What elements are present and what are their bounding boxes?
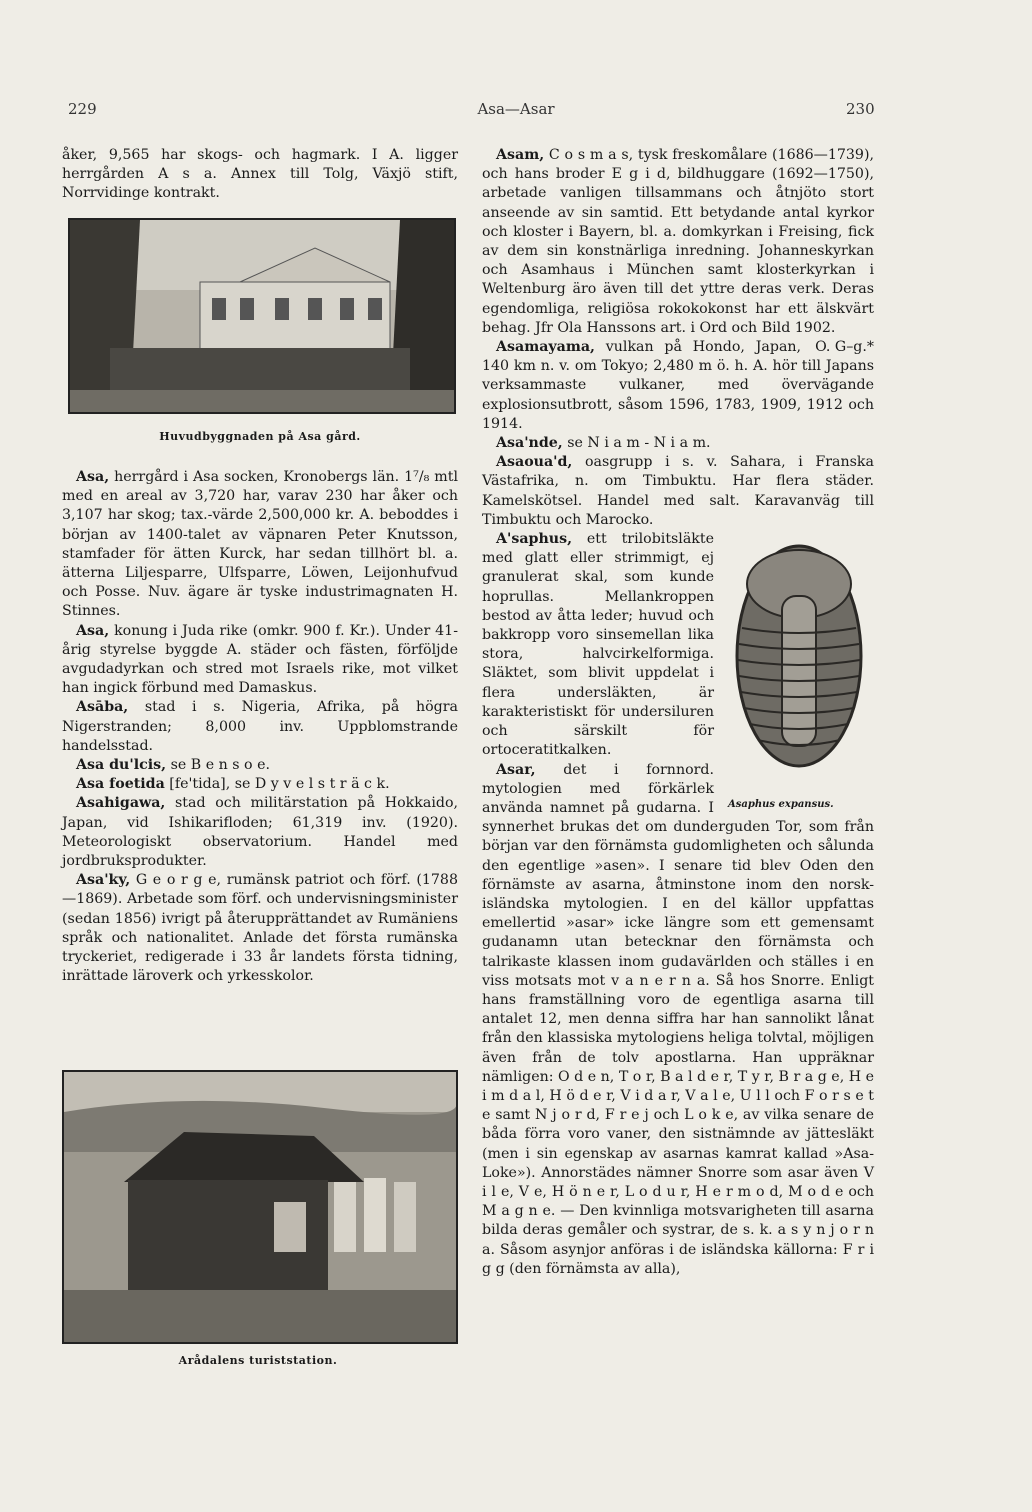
entry-asande [482, 434, 874, 453]
entry-text: vulkan på Hondo, Japan, 140 km n. v. om Tokyo; 2,480 m ö. h. A. hör till Japans verksammaste vulkaner, med övervägande explosionsutbrott, såsom 1596, 1783, 1909, 1912 och 1914. [482, 339, 874, 432]
author-signature: O. G–g.* [815, 339, 874, 356]
entry-text: ett trilobitsläkte med glatt eller strimmigt, ej granulerat skal, som kunde hoprullas. Mellankroppen bestod av åtta leder; huvud och bakkropp voro sinsemellan lika stora, halvcirkelformiga. Släktet, som blivit uppdelat i flera undersläkten, är karakteristiskt för undersiluren och särskilt för ortoceratitkalken. [482, 531, 714, 759]
entry-head: Asamayama, [496, 339, 595, 356]
entry-text: G e o r g e, rumänsk patriot och förf. (1788—1869). Arbetade som förf. och undervisningsminister (sedan 1856) ivrigt på återupprättandet av Rumäniens språk och nationalitet. Anlade det första rumänska tryckeriet, redigerade i 33 år landets första tidning, inrättade läroverk och yrkesskolor. [62, 872, 458, 985]
tourist-station-caption: Arådalens turiststation. [178, 1354, 338, 1367]
running-title: Asa—Asar [477, 100, 555, 118]
entry-text: se B e n s o e. [166, 757, 270, 774]
entry-text: konung i Juda rike (omkr. 900 f. Kr.). Under 41-årig styrelse byggde A. städer och fästen, förföljde avgudadyrkan och stred mot Israels rike, mot vilket han ingick förbund med Damaskus. [62, 622, 458, 697]
entry-text: stad i s. Nigeria, Afrika, på högra Nigerstranden; 8,000 inv. Uppblomstrande handelsstad. [62, 699, 458, 754]
entry-asa-foetida [62, 775, 458, 794]
entry-head: Asāba, [76, 699, 129, 716]
entry-head: Asar, [496, 761, 536, 778]
intro-text: åker, 9,565 har skogs- och hagmark. I A. ligger herrgården A s a. Annex till Tolg, Växjö stift, Norrvidinge kontrakt. [62, 147, 458, 202]
trilobite-image [724, 536, 874, 776]
entry-asaouad [482, 453, 874, 530]
entry-head: Asa'ky, [76, 872, 131, 889]
entry-text: [fe'tida], se D y v e l s t r ä c k. [164, 776, 390, 793]
entry-asa-dulcis [62, 756, 458, 775]
left-page-number: 229 [68, 100, 97, 118]
entry-text: oasgrupp i s. v. Sahara, i Franska Västafrika, n. om Timbuktu. Har flera städer. Kamelskötsel. Handel med salt. Karavanväg till Timbuktu och Marocko. [482, 454, 874, 528]
entry-text: C o s m a s, tysk freskomålare (1686—1739), och hans broder E g i d, bildhuggare (1692—1750), arbetade vanligen tillsammans och åtnjöto stort anseende av sin samtid. Ett betydande antal kyrkor och kloster i Bayern, bl. a. domkyrkan i Freising, fick av dem sin konstnärliga inredning. Johanneskyrkan och Asamhaus i München samt klosterkyrkan i Weltenburg äro även till det yttre deras verk. Deras egendomliga, religiösa rokokokonst har ett älskvärt behag. Jfr Ola Hanssons art. i Ord och Bild 1902. [482, 147, 874, 336]
entry-head: Asa foetida [76, 776, 165, 793]
entry-head: Asa du'lcis, [76, 757, 167, 774]
entry-text: herrgård i Asa socken, Kronobergs län. 1⁷/₈ mtl med en areal av 3,720 har, varav 230 har åker och 3,107 har skog; tax.-värde 2,500,000 kr. A. beboddes i början av 1400-talet av väpnaren Peter Knutsson, stamfader för ätten Kurck, har sedan tillhört bl. a. ätterna Liljesparre, Ulfsparre, Löwen, Leijonhufvud och Posse. Nuv. ägare är tyske industrimagnaten H. Stinnes. [62, 469, 458, 620]
left-column-intro [62, 146, 458, 204]
entry-head: Asaoua'd, [496, 454, 573, 471]
entry-head: Asa'nde, [496, 435, 563, 452]
manor-caption: Huvudbyggnaden på Asa gård. [159, 430, 361, 443]
entry-asa-konung [62, 622, 458, 699]
right-page-number: 230 [846, 100, 875, 118]
entry-head: Asa, [76, 622, 110, 639]
trilobite-caption: Asaphus expansus. [728, 798, 834, 810]
manor-image [70, 220, 454, 412]
entry-head: Asahigawa, [76, 795, 166, 812]
tourist-station-image [64, 1072, 456, 1342]
left-column-entries [62, 468, 458, 986]
entry-asar [482, 761, 874, 1279]
trilobite-figure [724, 536, 874, 810]
entry-text: se N i a m - N i a m. [562, 435, 711, 452]
entry-head: Asam, [496, 147, 545, 163]
entry-asaky [62, 871, 458, 986]
entry-asaba [62, 698, 458, 756]
entry-text: stad och militärstation på Hokkaido, Japan, vid Ishikarifloden; 61,319 inv. (1920). Meteorologiskt observatorium. Handel med jordbruksprodukter. [62, 795, 458, 870]
entry-asahigawa [62, 794, 458, 871]
entry-head: A'saphus, [496, 531, 573, 548]
tourist-station-photo [62, 1070, 458, 1344]
entry-head: Asa, [76, 469, 110, 485]
manor-photo [68, 218, 456, 414]
entry-asa-herrgard [62, 468, 458, 622]
right-column-entries [482, 146, 874, 1279]
entry-text: det i fornnord. mytologien med förkärlek använda namnet på gudarna. I synnerhet brukas det om dunderguden Tor, som från början var den förnämsta gudomligheten och sålunda den egentlige »asen». I senare tid blev Oden den förnämste av asarna, åtminstone inom den norsk-isländska mytologien. I en del källor uppfattas emellertid »asar» icke längre som ett gemensamt gudanamn utan betecknar den förnämsta och talrikaste klassen inom gudavärlden och ställes i en viss motsats mot v a n e r n a. Så hos Snorre. Enligt hans framställning voro de egentliga asarna till antalet 12, men denna siffra har han sannolikt lånat från den klassiska mytologiens heliga tolvtal, möjligen även från de tolv apostlarna. Han uppräknar nämligen: O d e n, T o r, B a l d e r, T y r, B r a g e, H e i m d a l, H ö d e r, V i d a r, V a l e, U l l och F o r s e t e samt N j o r d, F r e j och L o k e, av vilka senare de båda förra voro vaner, den sistnämnde av jättesläkt (men i sin egenskap av asarnas kamrat kallad »Asa-Loke»). Annorstädes nämner Snorre som asar även V i l e, V e, H ö n e r, L o d u r, H e r m o d, M o d e och M a g n e. — Den kvinnliga motsvarigheten till asarna bilda deras gemåler och systrar, de s. k. a s y n j o r n a. Såsom asynjor anföras i de isländska källorna: F r i g g (den förnämsta av alla), [482, 761, 875, 1277]
